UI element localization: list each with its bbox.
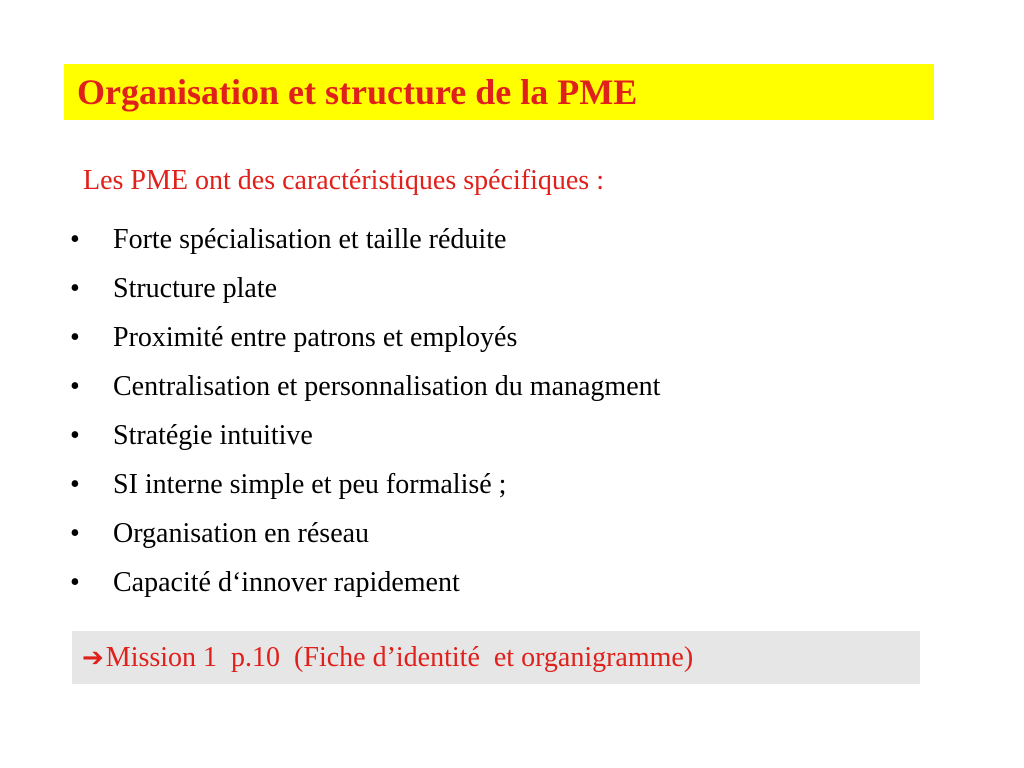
- list-item: [70, 224, 660, 273]
- bullet-icon: •: [70, 518, 80, 549]
- bullet-icon: •: [70, 224, 80, 255]
- bullet-icon: •: [70, 567, 80, 598]
- list-item: [70, 371, 660, 420]
- slide-subtitle: Les PME ont des caractéristiques spécifiques :: [83, 165, 604, 196]
- list-item-text: Centralisation et personnalisation du managment: [113, 371, 661, 402]
- list-item-text: Stratégie intuitive: [113, 420, 313, 451]
- list-item: [70, 273, 660, 322]
- list-item-text: Organisation en réseau: [113, 518, 370, 549]
- list-item: [70, 322, 660, 371]
- list-item-text: SI interne simple et peu formalisé ;: [113, 469, 507, 500]
- list-item-text: Structure plate: [113, 273, 278, 304]
- right-arrow-icon: ➔: [82, 642, 104, 673]
- list-item: [70, 420, 660, 469]
- list-item: [70, 567, 660, 616]
- list-item: [70, 518, 660, 567]
- list-item-text: Forte spécialisation et taille réduite: [113, 224, 507, 255]
- bullet-list: [70, 224, 660, 616]
- bullet-icon: •: [70, 371, 80, 402]
- list-item: [70, 469, 660, 518]
- list-item-text: Capacité d‘innover rapidement: [113, 567, 460, 598]
- title-banner: [64, 64, 934, 120]
- mission-text: Mission 1 p.10 (Fiche d’identité et organigramme): [105, 641, 694, 673]
- bullet-icon: •: [70, 273, 80, 304]
- bullet-icon: •: [70, 420, 80, 451]
- bullet-icon: •: [70, 322, 80, 353]
- list-item-text: Proximité entre patrons et employés: [113, 322, 518, 353]
- mission-banner: [72, 631, 920, 684]
- slide-title: Organisation et structure de la PME: [77, 72, 638, 112]
- bullet-icon: •: [70, 469, 80, 500]
